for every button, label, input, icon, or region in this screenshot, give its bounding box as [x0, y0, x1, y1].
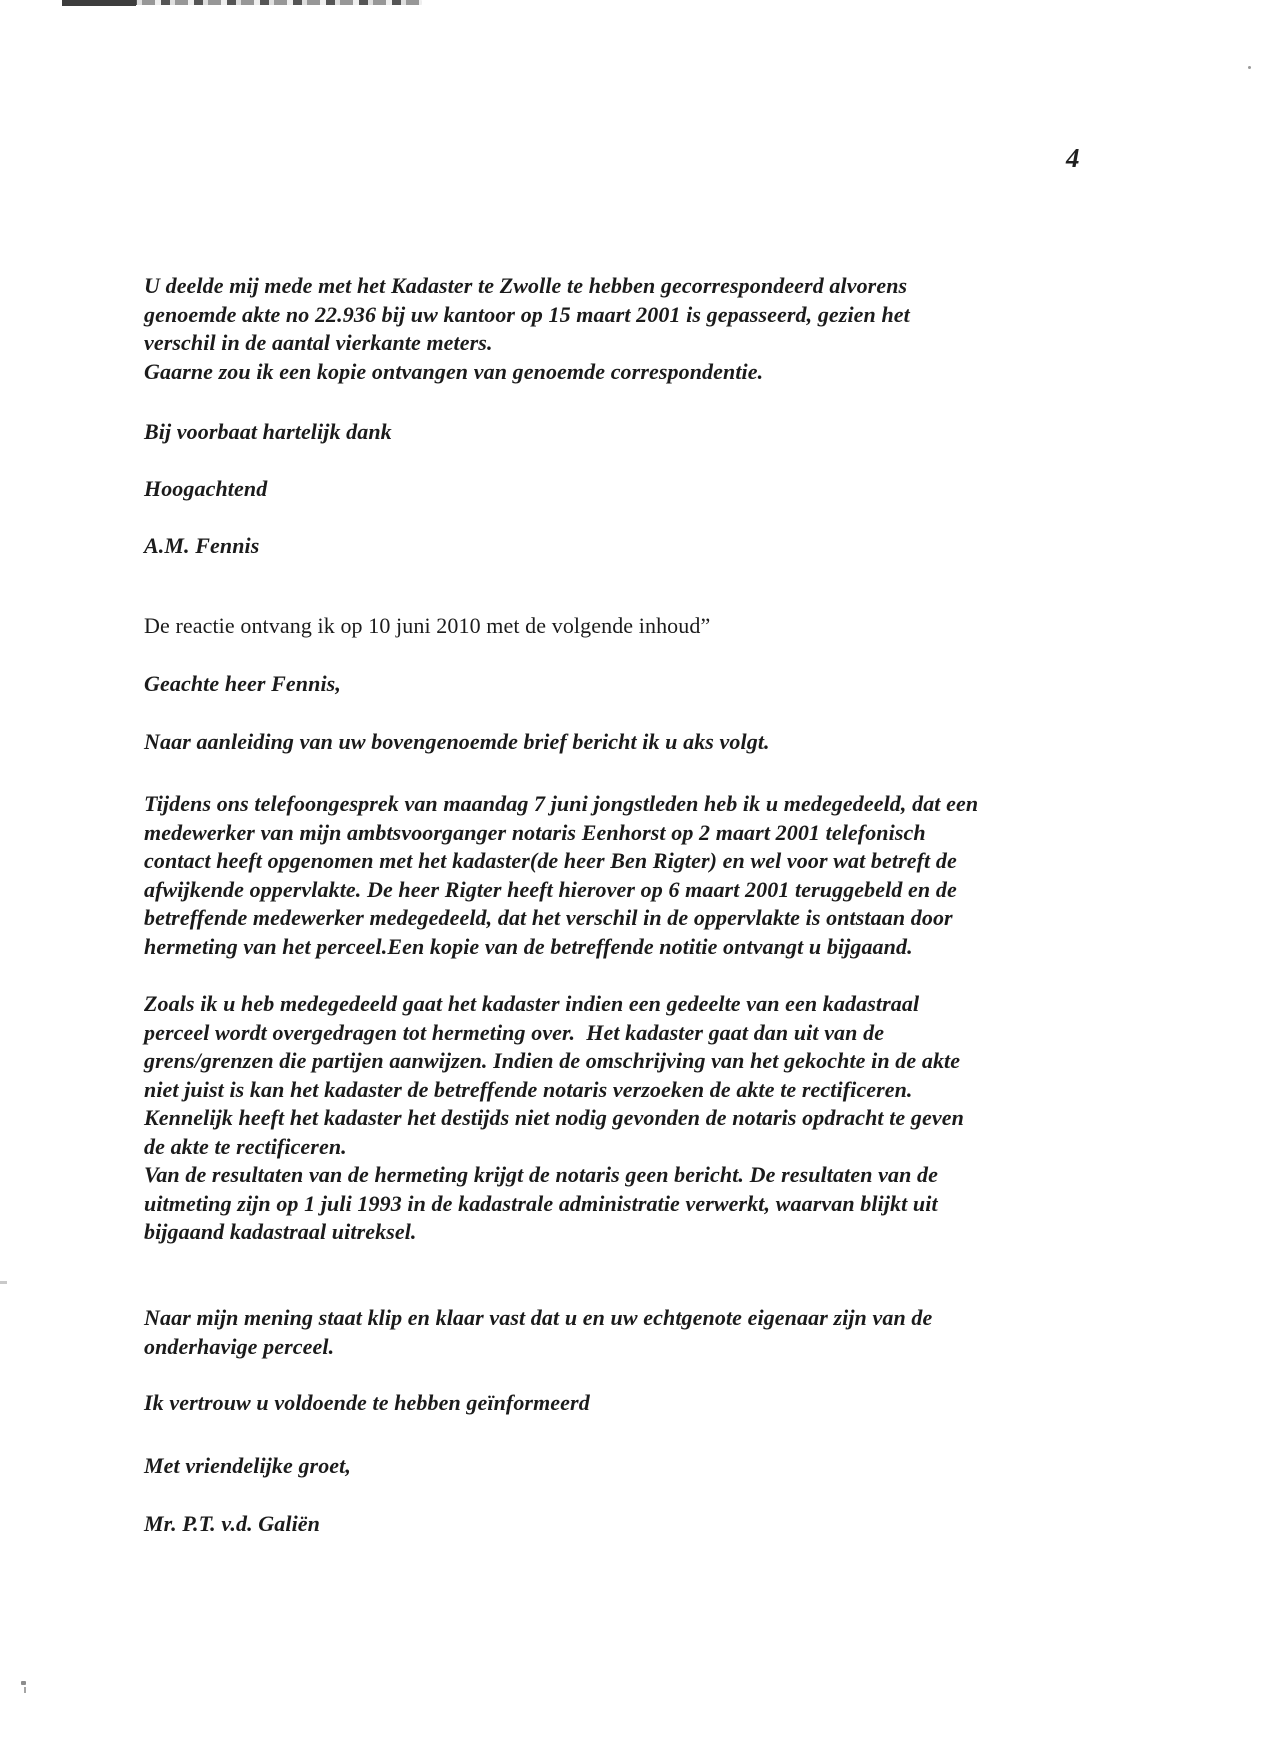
text-line: De reactie ontvang ik op 10 juni 2010 met de volgende inhoud”	[144, 613, 711, 638]
text-line: Mr. P.T. v.d. Galiën	[144, 1511, 320, 1536]
text-line: Ik vertrouw u voldoende te hebben geïnformeerd	[144, 1390, 590, 1415]
paragraph-hermeting	[144, 990, 1134, 1247]
paragraph-conclusion	[144, 1304, 1134, 1361]
text-line: Naar mijn mening staat klip en klaar vast dat u en uw echtgenote eigenaar zijn van de	[144, 1305, 933, 1330]
text-line: Kennelijk heeft het kadaster het destijds niet nodig gevonden de notaris opdracht te geven	[144, 1105, 964, 1130]
paragraph-kadaster-request	[144, 272, 1134, 386]
text-line: genoemde akte no 22.936 bij uw kantoor op 15 maart 2001 is gepasseerd, gezien het	[144, 301, 910, 327]
text-line: niet juist is kan het kadaster de betreffende notaris verzoeken de akte te rectificeren.	[144, 1076, 913, 1102]
text-line: bijgaand kadastraal uitreksel.	[144, 1219, 417, 1244]
text-line: Geachte heer Fennis,	[144, 671, 341, 696]
text-line: hermeting van het perceel.Een kopie van de betreffende notitie ontvangt u bijgaand.	[144, 933, 913, 959]
closing-fennis	[144, 475, 1134, 504]
text-line: Hoogachtend	[144, 476, 268, 501]
text-line: uitmeting zijn op 1 juli 1993 in de kadastrale administratie verwerkt, waarvan blijkt uit	[144, 1190, 938, 1216]
text-line: U deelde mij mede met het Kadaster te Zwolle te hebben gecorrespondeerd alvorens	[144, 273, 908, 298]
text-line: perceel wordt overgedragen tot hermeting over. Het kadaster gaat dan uit van de	[144, 1019, 885, 1045]
signature-fennis	[144, 532, 1134, 561]
text-line: afwijkende oppervlakte. De heer Rigter heeft hierover op 6 maart 2001 teruggebeld en de	[144, 876, 957, 902]
text-line: onderhavige perceel.	[144, 1333, 335, 1359]
scan-artifact-left-edge-mark	[0, 1281, 7, 1284]
scan-artifact-speck-bottom-left	[21, 1681, 26, 1685]
scan-artifact-top-edge-dark	[62, 0, 136, 6]
text-line: Tijdens ons telefoongesprek van maandag 7 juni jongstleden heb ik u medegedeeld, dat een	[144, 791, 979, 816]
closing-galien	[144, 1452, 1134, 1481]
text-line: Bij voorbaat hartelijk dank	[144, 419, 392, 444]
signature-galien	[144, 1510, 1134, 1539]
intro-line	[144, 728, 1134, 757]
page-number: 4	[1066, 143, 1080, 173]
text-line: medewerker van mijn ambtsvoorganger notaris Eenhorst op 2 maart 2001 telefonisch	[144, 819, 926, 845]
thanks-line	[144, 418, 1134, 447]
text-line: verschil in de aantal vierkante meters.	[144, 330, 493, 355]
scan-artifact-speck-bottom-left-2	[24, 1687, 26, 1693]
text-line: contact heeft opgenomen met het kadaster(de heer Ben Rigter) en wel voor wat betreft de	[144, 848, 957, 873]
trust-line	[144, 1389, 1134, 1418]
salutation-line	[144, 670, 1134, 699]
text-line: Zoals ik u heb medegedeeld gaat het kadaster indien een gedeelte van een kadastraal	[144, 991, 920, 1016]
text-line: grens/grenzen die partijen aanwijzen. Indien de omschrijving van het gekochte in de akte	[144, 1048, 961, 1073]
text-line: Van de resultaten van de hermeting krijgt de notaris geen bericht. De resultaten van de	[144, 1162, 938, 1187]
scan-artifact-speck-top-right	[1248, 66, 1251, 69]
text-line: Met vriendelijke groet,	[144, 1453, 351, 1478]
narration-line	[144, 612, 1134, 641]
text-line: Naar aanleiding van uw bovengenoemde brief bericht ik u aks volgt.	[144, 729, 770, 754]
text-line: de akte te rectificeren.	[144, 1133, 347, 1159]
text-line: A.M. Fennis	[144, 533, 260, 558]
text-line: betreffende medewerker medegedeeld, dat het verschil in de oppervlakte is ontstaan door	[144, 905, 953, 930]
paragraph-telefoongesprek	[144, 790, 1134, 961]
text-line: Gaarne zou ik een kopie ontvangen van genoemde correspondentie.	[144, 358, 764, 384]
